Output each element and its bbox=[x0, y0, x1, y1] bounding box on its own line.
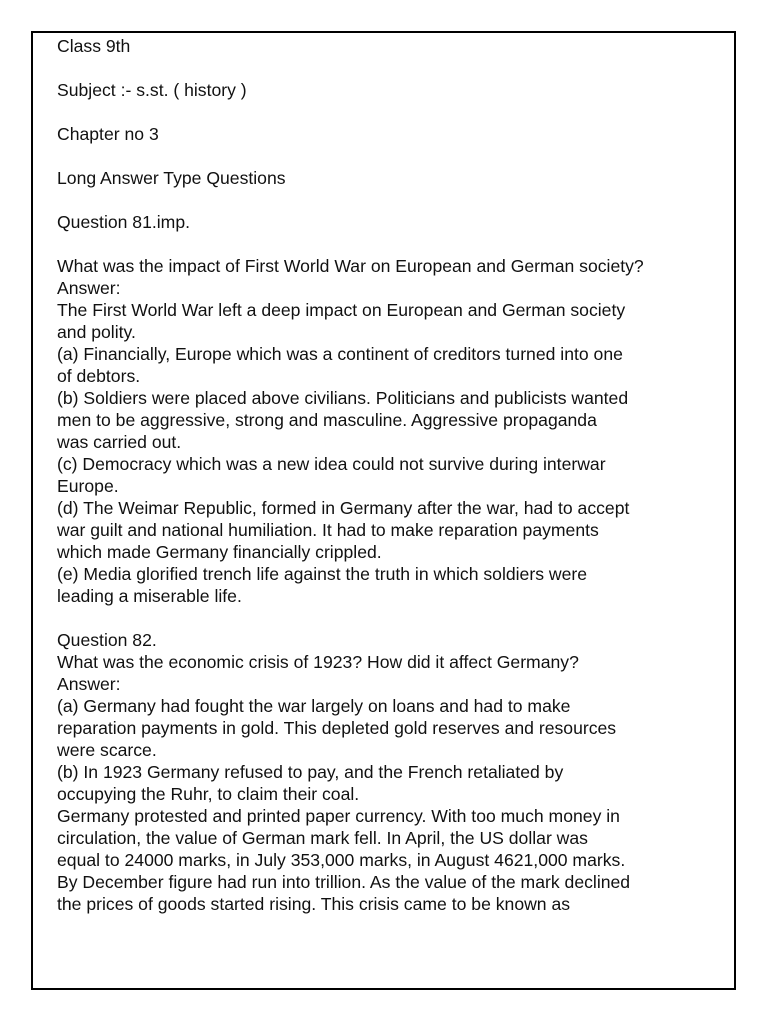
question-81-answer-label: Answer: bbox=[57, 278, 121, 298]
document-content bbox=[57, 35, 736, 915]
spacer bbox=[57, 189, 736, 211]
answer-82-line: (a) Germany had fought the war largely on loans and had to make bbox=[57, 696, 571, 716]
answer-81-line: Europe. bbox=[57, 476, 119, 496]
answer-82-line: Germany protested and printed paper currency. With too much money in bbox=[57, 806, 620, 826]
question-81-number: Question 81.imp. bbox=[57, 212, 191, 232]
answer-81-line: which made Germany financially crippled. bbox=[57, 542, 382, 562]
question-82-answer-label: Answer: bbox=[57, 674, 121, 694]
answer-81-line: (c) Democracy which was a new idea could not survive during interwar bbox=[57, 454, 606, 474]
answer-81-line: (b) Soldiers were placed above civilians. Politicians and publicists wanted bbox=[57, 388, 629, 408]
answer-81-line: (a) Financially, Europe which was a continent of creditors turned into one bbox=[57, 344, 623, 364]
answer-81-line: was carried out. bbox=[57, 432, 182, 452]
question-82-text: What was the economic crisis of 1923? How did it affect Germany? bbox=[57, 652, 579, 672]
answer-82-line: were scarce. bbox=[57, 740, 157, 760]
question-81-text: What was the impact of First World War on European and German society? bbox=[57, 256, 644, 276]
answer-82-line: the prices of goods started rising. This crisis came to be known as bbox=[57, 894, 571, 914]
spacer bbox=[57, 233, 736, 255]
answer-82-line: (b) In 1923 Germany refused to pay, and the French retaliated by bbox=[57, 762, 564, 782]
section-heading: Long Answer Type Questions bbox=[57, 168, 286, 188]
class-label: Class 9th bbox=[57, 36, 131, 56]
answer-82-line: circulation, the value of German mark fell. In April, the US dollar was bbox=[57, 828, 588, 848]
answer-81-line: The First World War left a deep impact on European and German society bbox=[57, 300, 626, 320]
answer-82-line: reparation payments in gold. This depleted gold reserves and resources bbox=[57, 718, 617, 738]
answer-81-line: men to be aggressive, strong and masculine. Aggressive propaganda bbox=[57, 410, 597, 430]
answer-81-line: war guilt and national humiliation. It had to make reparation payments bbox=[57, 520, 599, 540]
answer-81-line: of debtors. bbox=[57, 366, 141, 386]
chapter-label: Chapter no 3 bbox=[57, 124, 159, 144]
answer-81-line: (e) Media glorified trench life against the truth in which soldiers were bbox=[57, 564, 588, 584]
answer-81-line: (d) The Weimar Republic, formed in Germany after the war, had to accept bbox=[57, 498, 630, 518]
answer-81-line: leading a miserable life. bbox=[57, 586, 242, 606]
answer-82-line: By December figure had run into trillion. As the value of the mark declined bbox=[57, 872, 631, 892]
subject-label: Subject :- s.st. ( history ) bbox=[57, 80, 247, 100]
answer-81-line: and polity. bbox=[57, 322, 136, 342]
spacer bbox=[57, 145, 736, 167]
page-frame bbox=[31, 31, 736, 990]
answer-82-line: equal to 24000 marks, in July 353,000 marks, in August 4621,000 marks. bbox=[57, 850, 626, 870]
answer-82-line: occupying the Ruhr, to claim their coal. bbox=[57, 784, 360, 804]
question-82-number: Question 82. bbox=[57, 630, 157, 650]
spacer bbox=[57, 607, 736, 629]
spacer bbox=[57, 57, 736, 79]
spacer bbox=[57, 101, 736, 123]
